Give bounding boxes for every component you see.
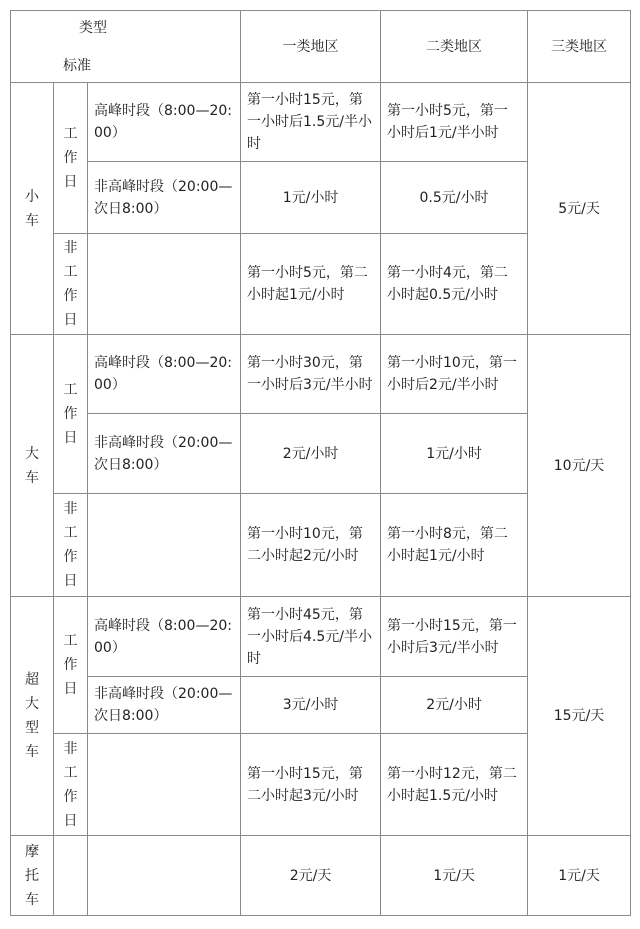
peak-zone1-cell: 第一小时30元，第一小时后3元/半小时 xyxy=(241,335,381,414)
table-row xyxy=(11,335,631,414)
peak-zone1-cell: 第一小时15元，第一小时后1.5元/半小时 xyxy=(241,83,381,162)
vehicle-type-cell: 超大型车 xyxy=(11,597,54,836)
empty-cell xyxy=(88,734,241,836)
offpeak-label-cell: 非高峰时段（20:00—次日8:00） xyxy=(88,677,241,734)
nonworkday-cell: 非工作日 xyxy=(54,494,88,597)
nonwork-zone2-cell: 第一小时12元，第二小时起1.5元/小时 xyxy=(381,734,528,836)
header-type-label: 类型 xyxy=(79,20,107,36)
zone3-cell: 10元/天 xyxy=(528,335,631,597)
peak-label-cell: 高峰时段（8:00—20:00） xyxy=(88,83,241,162)
nonworkday-cell: 非工作日 xyxy=(54,734,88,836)
zone3-cell: 15元/天 xyxy=(528,597,631,836)
peak-zone1-cell: 第一小时45元，第一小时后4.5元/半小时 xyxy=(241,597,381,677)
empty-cell xyxy=(54,836,88,916)
header-zone1: 一类地区 xyxy=(241,11,381,83)
parking-fee-table xyxy=(10,10,631,916)
empty-cell xyxy=(88,836,241,916)
offpeak-label-cell: 非高峰时段（20:00—次日8:00） xyxy=(88,414,241,494)
peak-zone2-cell: 第一小时10元，第一小时后2元/半小时 xyxy=(381,335,528,414)
peak-label-cell: 高峰时段（8:00—20:00） xyxy=(88,335,241,414)
moto-zone1-cell: 2元/天 xyxy=(241,836,381,916)
nonwork-zone2-cell: 第一小时8元，第二小时起1元/小时 xyxy=(381,494,528,597)
moto-zone3-cell: 1元/天 xyxy=(528,836,631,916)
header-zone2: 二类地区 xyxy=(381,11,528,83)
nonwork-zone1-cell: 第一小时10元，第二小时起2元/小时 xyxy=(241,494,381,597)
empty-cell xyxy=(88,234,241,335)
header-zone3: 三类地区 xyxy=(528,11,631,83)
peak-label-cell: 高峰时段（8:00—20:00） xyxy=(88,597,241,677)
table-row xyxy=(11,597,631,677)
table-row xyxy=(11,836,631,916)
nonwork-zone1-cell: 第一小时15元，第二小时起3元/小时 xyxy=(241,734,381,836)
offpeak-zone2-cell: 1元/小时 xyxy=(381,414,528,494)
offpeak-zone1-cell: 1元/小时 xyxy=(241,162,381,234)
vehicle-type-cell: 小车 xyxy=(11,83,54,335)
empty-cell xyxy=(88,494,241,597)
workday-cell: 工作日 xyxy=(54,597,88,734)
moto-zone2-cell: 1元/天 xyxy=(381,836,528,916)
header-standard-label: 标准 xyxy=(63,58,91,74)
workday-cell: 工作日 xyxy=(54,83,88,234)
header-row xyxy=(11,11,631,83)
offpeak-zone1-cell: 3元/小时 xyxy=(241,677,381,734)
zone3-cell: 5元/天 xyxy=(528,83,631,335)
offpeak-zone2-cell: 2元/小时 xyxy=(381,677,528,734)
nonworkday-cell: 非工作日 xyxy=(54,234,88,335)
vehicle-type-cell: 大车 xyxy=(11,335,54,597)
header-corner-cell xyxy=(11,11,241,83)
nonwork-zone1-cell: 第一小时5元，第二小时起1元/小时 xyxy=(241,234,381,335)
offpeak-zone1-cell: 2元/小时 xyxy=(241,414,381,494)
workday-cell: 工作日 xyxy=(54,335,88,494)
peak-zone2-cell: 第一小时15元，第一小时后3元/半小时 xyxy=(381,597,528,677)
table-row xyxy=(11,83,631,162)
peak-zone2-cell: 第一小时5元，第一小时后1元/半小时 xyxy=(381,83,528,162)
nonwork-zone2-cell: 第一小时4元，第二小时起0.5元/小时 xyxy=(381,234,528,335)
offpeak-label-cell: 非高峰时段（20:00—次日8:00） xyxy=(88,162,241,234)
offpeak-zone2-cell: 0.5元/小时 xyxy=(381,162,528,234)
vehicle-type-cell: 摩托车 xyxy=(11,836,54,916)
